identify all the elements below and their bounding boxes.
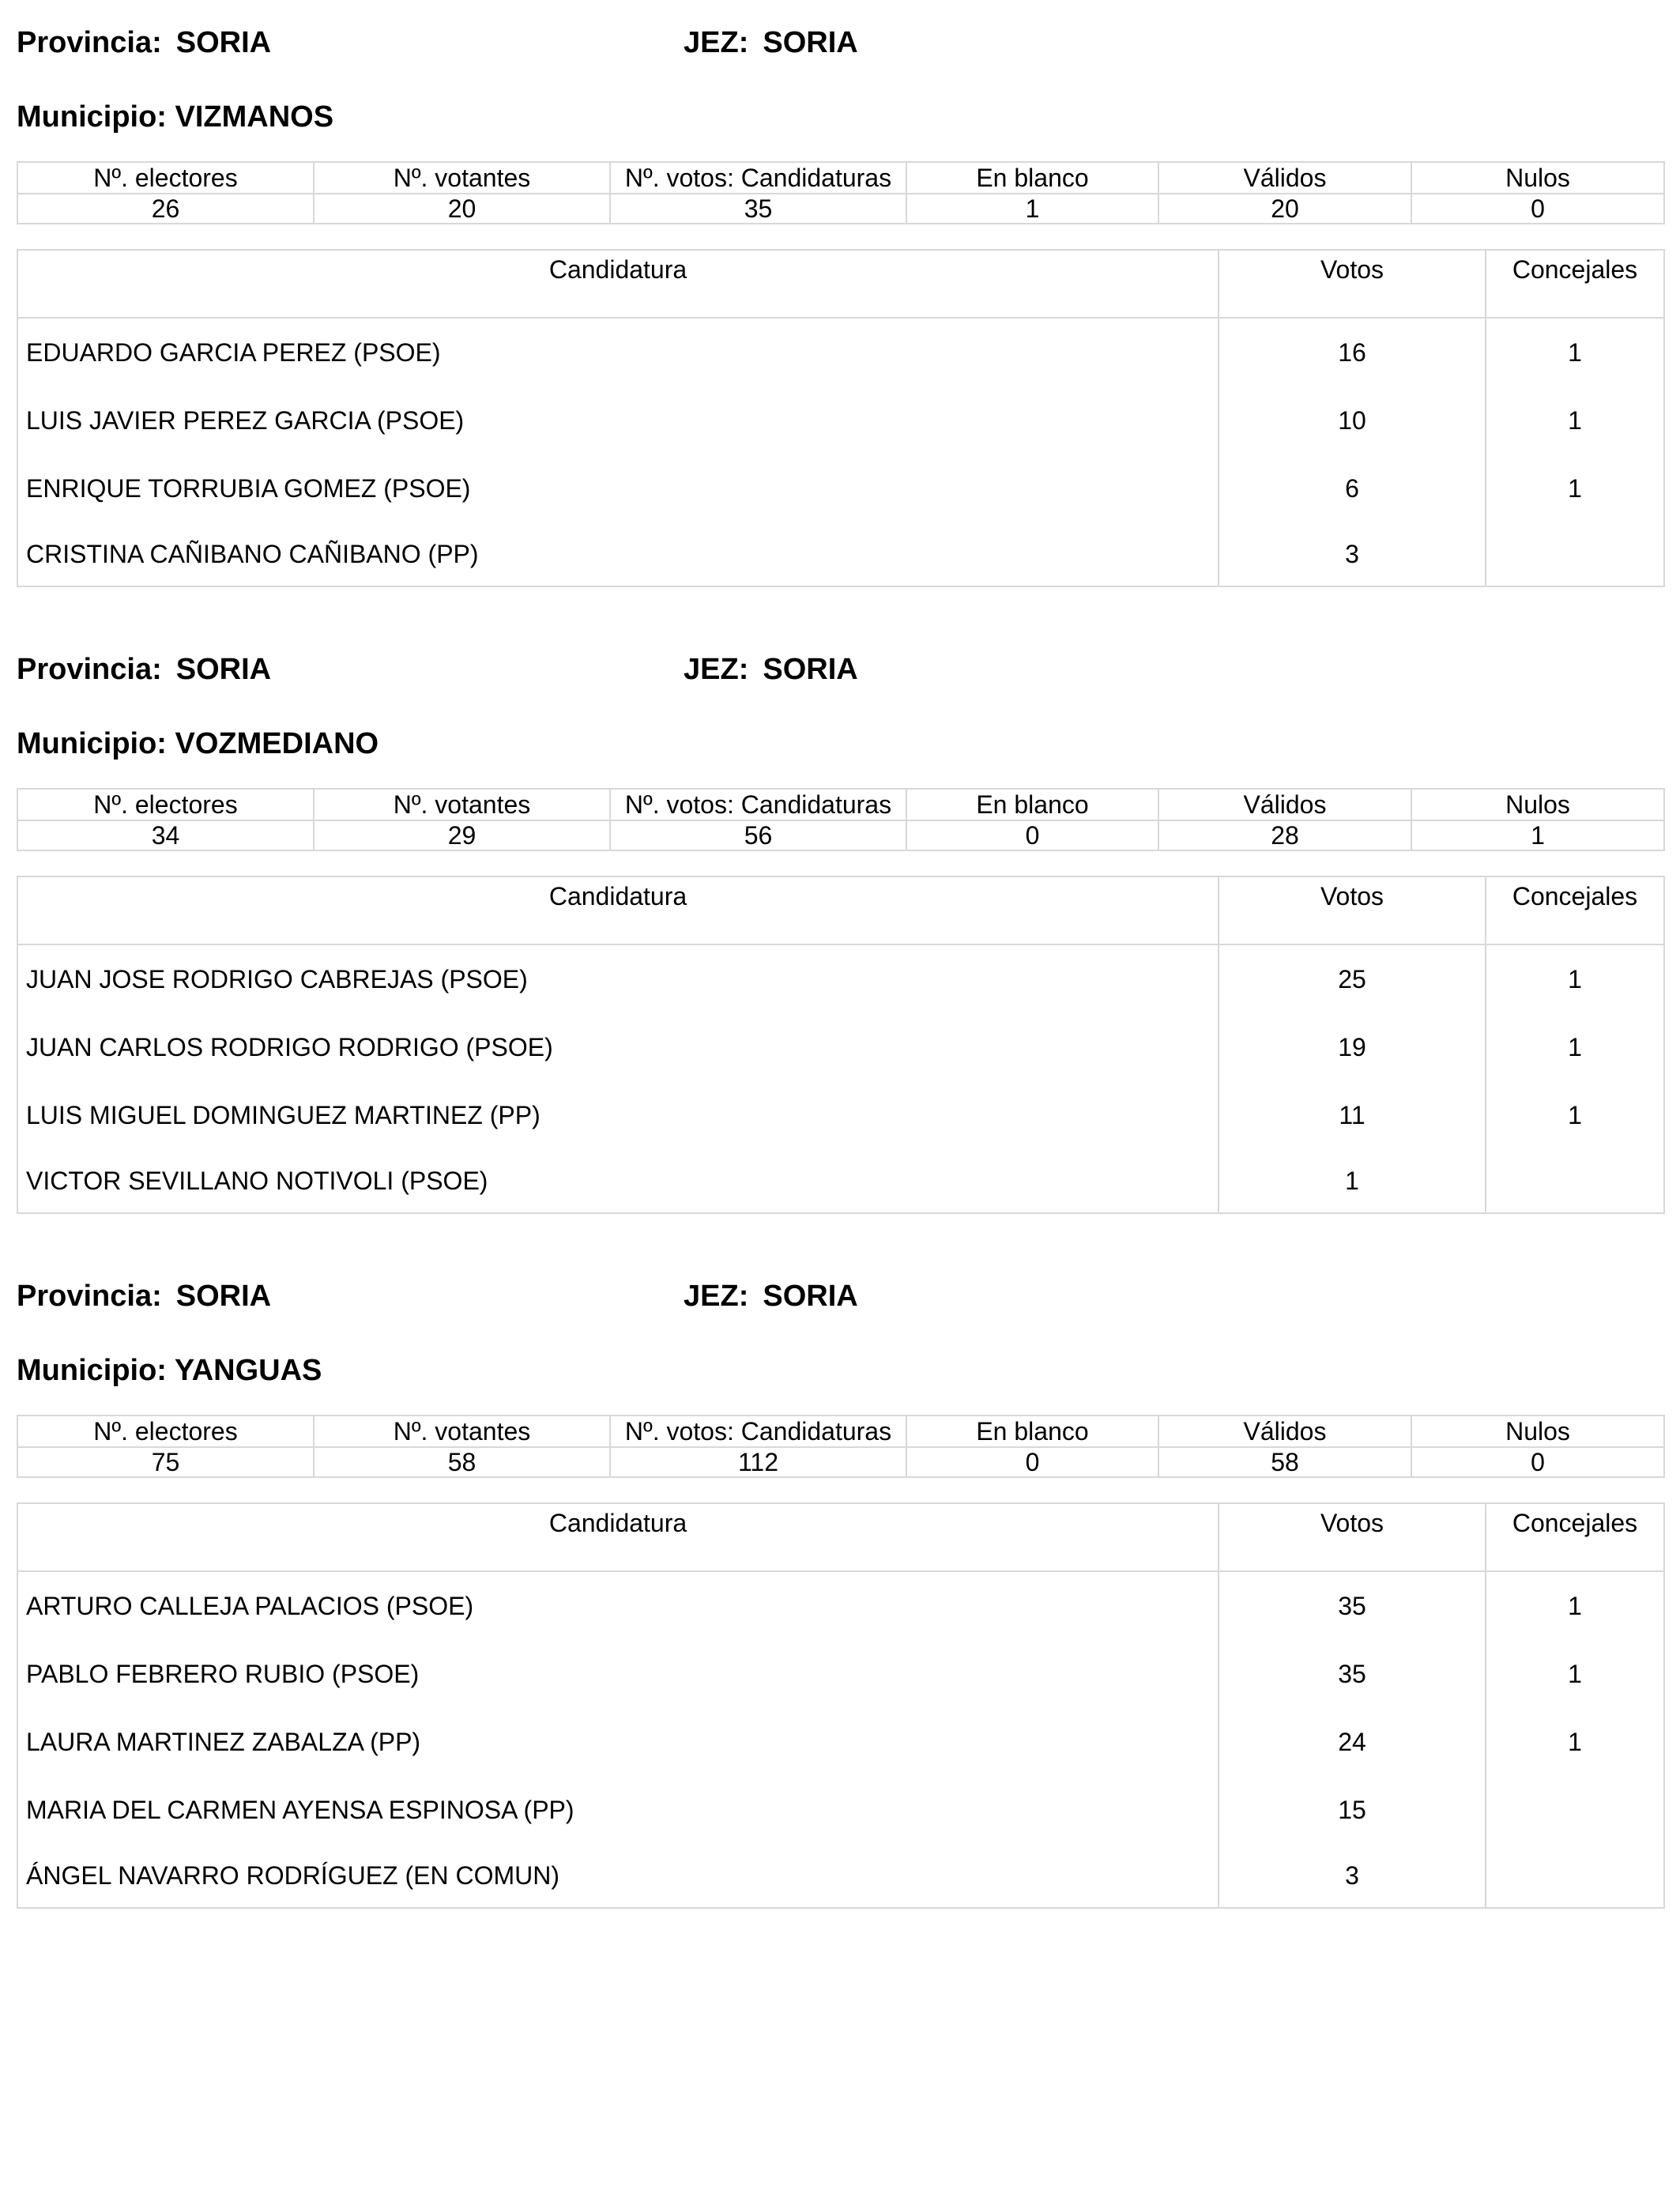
jez-heading	[684, 1272, 858, 1320]
candidate-name: ENRIQUE TORRUBIA GOMEZ (PSOE)	[26, 474, 471, 503]
jez-value: SORIA	[763, 1280, 858, 1313]
candidate-votos: 19	[1219, 1013, 1486, 1081]
votantes-header: Nº. votantes	[314, 789, 610, 820]
en-blanco-value: 1	[906, 194, 1158, 224]
candidate-votos: 11	[1219, 1081, 1486, 1149]
candidate-row	[17, 522, 1664, 586]
jez-label: JEZ:	[684, 26, 749, 59]
candidate-name: PABLO FEBRERO RUBIO (PSOE)	[26, 1660, 420, 1688]
nulos-header: Nulos	[1411, 1416, 1664, 1447]
electores-value: 26	[17, 194, 314, 224]
electores-value: 34	[17, 820, 314, 850]
validos-header: Válidos	[1158, 162, 1411, 194]
municipio-heading	[17, 1347, 322, 1394]
votos-candidaturas-value: 112	[610, 1447, 906, 1477]
municipio-label: Municipio:	[17, 100, 167, 134]
header-row	[17, 1272, 1663, 1320]
candidate-votos: 16	[1219, 318, 1486, 386]
municipio-value: VIZMANOS	[175, 100, 334, 134]
validos-value: 28	[1158, 820, 1411, 850]
candidate-votos: 1	[1219, 1149, 1486, 1213]
votos-candidaturas-value: 56	[610, 820, 906, 850]
stats-table	[17, 1415, 1665, 1478]
candidate-concejales	[1486, 1149, 1664, 1213]
candidates-table	[17, 876, 1665, 1214]
concejales-header: Concejales	[1486, 250, 1664, 318]
provincia-value: SORIA	[175, 26, 272, 59]
jez-heading	[684, 19, 858, 66]
electores-header: Nº. electores	[17, 1416, 314, 1447]
provincia-label: Provincia:	[17, 1280, 162, 1313]
candidate-row	[17, 944, 1664, 1013]
candidate-row	[17, 454, 1664, 522]
candidate-name: MARIA DEL CARMEN AYENSA ESPINOSA (PP)	[26, 1796, 574, 1824]
en-blanco-header: En blanco	[906, 789, 1158, 820]
jez-label: JEZ:	[684, 653, 749, 686]
concejales-header: Concejales	[1486, 876, 1664, 944]
candidate-row	[17, 1571, 1664, 1640]
votos-header: Votos	[1219, 876, 1486, 944]
stats-values-row	[17, 820, 1664, 850]
stats-table	[17, 161, 1665, 224]
candidatura-header: Candidatura	[17, 250, 1219, 318]
nulos-header: Nulos	[1411, 789, 1664, 820]
provincia-value: SORIA	[175, 653, 272, 686]
municipio-heading	[17, 720, 379, 767]
provincia-label: Provincia:	[17, 653, 162, 686]
candidate-name: LAURA MARTINEZ ZABALZA (PP)	[26, 1728, 421, 1756]
validos-value: 20	[1158, 194, 1411, 224]
en-blanco-value: 0	[906, 1447, 1158, 1477]
nulos-value: 1	[1411, 820, 1664, 850]
candidate-name: JUAN CARLOS RODRIGO RODRIGO (PSOE)	[26, 1033, 553, 1061]
electores-header: Nº. electores	[17, 162, 314, 194]
candidates-header-row	[17, 876, 1664, 944]
candidate-concejales	[1486, 1844, 1664, 1908]
stats-table	[17, 788, 1665, 851]
candidate-row	[17, 1013, 1664, 1081]
stats-header-row	[17, 162, 1664, 194]
header-row	[17, 646, 1663, 693]
candidate-row	[17, 1776, 1664, 1844]
candidate-concejales: 1	[1486, 318, 1664, 386]
candidate-concejales	[1486, 1776, 1664, 1844]
candidate-name: JUAN JOSE RODRIGO CABREJAS (PSOE)	[26, 965, 528, 993]
stats-values-row	[17, 194, 1664, 224]
concejales-header: Concejales	[1486, 1503, 1664, 1571]
candidate-votos: 3	[1219, 522, 1486, 586]
votos-header: Votos	[1219, 1503, 1486, 1571]
en-blanco-header: En blanco	[906, 1416, 1158, 1447]
candidate-concejales: 1	[1486, 1571, 1664, 1640]
electores-header: Nº. electores	[17, 789, 314, 820]
candidate-name: LUIS JAVIER PEREZ GARCIA (PSOE)	[26, 406, 465, 435]
candidate-votos: 35	[1219, 1571, 1486, 1640]
votantes-value: 20	[314, 194, 610, 224]
candidate-row	[17, 1640, 1664, 1708]
candidate-name: ARTURO CALLEJA PALACIOS (PSOE)	[26, 1592, 474, 1620]
validos-header: Válidos	[1158, 1416, 1411, 1447]
stats-values-row	[17, 1447, 1664, 1477]
candidate-concejales: 1	[1486, 1708, 1664, 1776]
candidate-votos: 35	[1219, 1640, 1486, 1708]
candidate-concejales: 1	[1486, 944, 1664, 1013]
jez-value: SORIA	[763, 653, 858, 686]
candidate-name: CRISTINA CAÑIBANO CAÑIBANO (PP)	[26, 540, 479, 568]
candidate-votos: 15	[1219, 1776, 1486, 1844]
provincia-value: SORIA	[175, 1280, 272, 1313]
candidate-concejales: 1	[1486, 1081, 1664, 1149]
candidate-name: EDUARDO GARCIA PEREZ (PSOE)	[26, 338, 441, 367]
validos-value: 58	[1158, 1447, 1411, 1477]
electores-value: 75	[17, 1447, 314, 1477]
candidate-row	[17, 386, 1664, 454]
validos-header: Válidos	[1158, 789, 1411, 820]
candidates-table	[17, 1502, 1665, 1909]
candidates-header-row	[17, 250, 1664, 318]
candidate-concejales: 1	[1486, 454, 1664, 522]
candidate-votos: 25	[1219, 944, 1486, 1013]
candidate-concejales: 1	[1486, 386, 1664, 454]
provincia-label: Provincia:	[17, 26, 162, 59]
en-blanco-value: 0	[906, 820, 1158, 850]
stats-header-row	[17, 1416, 1664, 1447]
en-blanco-header: En blanco	[906, 162, 1158, 194]
votos-candidaturas-header: Nº. votos: Candidaturas	[610, 789, 906, 820]
candidates-header-row	[17, 1503, 1664, 1571]
votos-candidaturas-header: Nº. votos: Candidaturas	[610, 162, 906, 194]
candidatura-header: Candidatura	[17, 1503, 1219, 1571]
candidate-name: VICTOR SEVILLANO NOTIVOLI (PSOE)	[26, 1167, 488, 1195]
municipio-heading	[17, 93, 333, 141]
provincia-heading	[17, 1272, 271, 1320]
votantes-value: 29	[314, 820, 610, 850]
votos-candidaturas-value: 35	[610, 194, 906, 224]
candidate-name: ÁNGEL NAVARRO RODRÍGUEZ (EN COMUN)	[26, 1861, 559, 1890]
candidate-votos: 6	[1219, 454, 1486, 522]
candidate-row	[17, 1149, 1664, 1213]
votantes-header: Nº. votantes	[314, 162, 610, 194]
candidate-row	[17, 1708, 1664, 1776]
header-row	[17, 19, 1663, 66]
municipio-value: VOZMEDIANO	[175, 727, 379, 760]
municipio-label: Municipio:	[17, 727, 167, 760]
candidate-row	[17, 318, 1664, 386]
jez-heading	[684, 646, 858, 693]
candidate-votos: 3	[1219, 1844, 1486, 1908]
candidate-row	[17, 1844, 1664, 1908]
candidate-concejales	[1486, 522, 1664, 586]
candidate-votos: 10	[1219, 386, 1486, 454]
nulos-header: Nulos	[1411, 162, 1664, 194]
provincia-heading	[17, 646, 271, 693]
stats-header-row	[17, 789, 1664, 820]
candidate-name: LUIS MIGUEL DOMINGUEZ MARTINEZ (PP)	[26, 1101, 541, 1129]
jez-label: JEZ:	[684, 1280, 749, 1313]
municipio-value: YANGUAS	[174, 1354, 322, 1387]
candidate-row	[17, 1081, 1664, 1149]
candidate-concejales: 1	[1486, 1013, 1664, 1081]
votos-candidaturas-header: Nº. votos: Candidaturas	[610, 1416, 906, 1447]
votos-header: Votos	[1219, 250, 1486, 318]
nulos-value: 0	[1411, 194, 1664, 224]
candidates-table	[17, 249, 1665, 587]
votantes-value: 58	[314, 1447, 610, 1477]
municipio-label: Municipio:	[17, 1354, 167, 1387]
votantes-header: Nº. votantes	[314, 1416, 610, 1447]
jez-value: SORIA	[763, 26, 858, 59]
candidatura-header: Candidatura	[17, 876, 1219, 944]
nulos-value: 0	[1411, 1447, 1664, 1477]
candidate-concejales: 1	[1486, 1640, 1664, 1708]
candidate-votos: 24	[1219, 1708, 1486, 1776]
provincia-heading	[17, 19, 271, 66]
